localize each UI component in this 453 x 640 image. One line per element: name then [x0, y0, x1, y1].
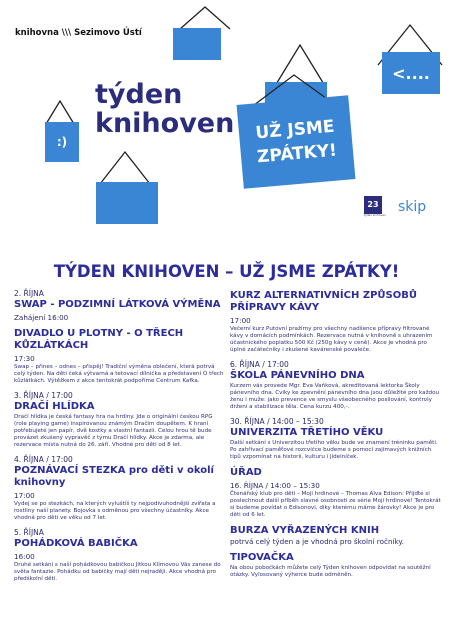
tk23-logo: 23 — [364, 196, 382, 214]
event-title: SWAP - PODZIMNÍ LÁTKOVÁ VÝMĚNA — [14, 299, 221, 310]
event-desc: Kurzem vás provede Mgr. Eva Vaňková, akreditovaná lektorka Školy pánevního dna. Cviky ke zpevnění pánevního dna jsou důležité pro každou ženu i muže: jako prevence ve smyslu všeobecného posilování, kontroly držení a stabilizace těla. Cena kurzu 400,-. — [230, 383, 440, 410]
sign-bottom — [96, 182, 158, 224]
event-draci-hlidka — [14, 391, 224, 449]
event-urad — [230, 467, 442, 519]
event-date: 6. ŘÍJNA / 17:00 — [230, 360, 289, 369]
page-title: TÝDEN KNIHOVEN – UŽ JSME ZPÁTKY! — [53, 262, 400, 281]
event-kava — [230, 290, 442, 354]
event-desc: Swap – přines – odnes – přispěj! Tradiční výměna oblečení, která potrvá celý týden. Na děti čeká výtvarná a tetovací dílnička a představení O třech kůzlátkách. Výtěžkem z akce tentokrát podpoříme Centrum Kafka. — [14, 364, 224, 384]
smile-icon: :) — [56, 135, 68, 149]
event-title: BURZA VYŘAZENÝCH KNIH — [230, 525, 380, 536]
event-swap — [14, 289, 224, 322]
event-date: 4. ŘÍJNA / 17:00 — [14, 455, 73, 464]
event-note: potrvá celý týden a je vhodná pro školní ročníky. — [230, 537, 404, 546]
event-title: KURZ ALTERNATIVNÍCH ZPŮSOBŮ PŘÍPRAVY KÁVY — [230, 290, 417, 313]
event-desc: Vydej se po stezkách, na kterých vyluštíš ty nejpodivuhodnější zvířata a rostliny naší planety. Bojovka s odměnou pro všechny účastníky. Akce vhodná pro děti ve věku od 7 let. — [14, 501, 216, 521]
week-title: týden knihoven — [95, 79, 235, 139]
event-title: UNIVERZITA TŘETÍHO VĚKU — [230, 427, 384, 438]
event-date: 3. ŘÍJNA / 17:00 — [14, 391, 73, 400]
right-column — [230, 289, 442, 585]
event-title: DRAČÍ HLÍDKA — [14, 401, 95, 412]
sign-main — [237, 95, 356, 188]
skip-logo: skip — [398, 199, 427, 215]
event-divadlo — [14, 328, 224, 385]
event-panevni-dno — [230, 360, 442, 411]
event-date: 5. ŘÍJNA — [14, 528, 44, 537]
sign-main-line2: ZPÁTKY! — [256, 140, 338, 168]
event-time: 16. ŘÍJNA / 14:00 – 15:30 — [230, 481, 320, 490]
event-burza — [230, 525, 442, 546]
event-title: DIVADLO U PLOTNY - O TŘECH KŮZLÁTKÁCH — [14, 328, 184, 351]
event-title: ŠKOLA PÁNEVNÍHO DNA — [230, 370, 365, 381]
event-tipovacka — [230, 552, 442, 579]
event-title: POZNÁVACÍ STEZKA pro děti v okolí knihovny — [14, 465, 214, 488]
library-logo: knihovna \\\ Sezimovo Ústí — [15, 28, 142, 38]
event-time: 17:00 — [230, 316, 251, 325]
sign-top — [173, 28, 221, 60]
arrow-icon: <.... — [392, 63, 430, 83]
tk23-caption: týden knihoven — [364, 213, 386, 217]
event-title: POHÁDKOVÁ BABIČKA — [14, 538, 138, 549]
event-time: 17:30 — [14, 354, 35, 363]
event-title: TIPOVAČKA — [230, 552, 294, 563]
event-desc: Další setkání s Univerzitou třetího věku bude ve znamení tréninku paměti. Po zahřívací paměťové rozcvičce budeme s pomocí zajímavých knižních tipů vzpomínat na historii, kulturu i jídelníček. — [230, 440, 438, 460]
sign-arrow — [382, 52, 440, 94]
event-stezka — [14, 455, 224, 522]
event-date: 30. ŘÍJNA / 14:00 – 15:30 — [230, 417, 324, 426]
event-desc: Čtenářský klub pro děti – Moji hrdinové – Thomas Alva Edison: Přijďte si poslechnout další příběh slavné osobnosti ze série Moji hrdinové! Tentokrát si budeme povídat o Edisonovi, díky kterému máme žárovky! Akce je pro děti od 6 let. — [230, 491, 441, 518]
event-title: ÚŘAD — [230, 467, 262, 478]
event-univerzita — [230, 417, 442, 461]
event-date: 2. ŘÍJNA — [14, 289, 44, 298]
event-desc: Dračí hlídka je česká fantasy hra na hrdiny. Jde o originální českou RPG (role playing game) inspirovanou známým Dračím doupětem. K hraní potřebujeté jen papír, dvě kostky a vlastní fantazii. Celou hrou tě bude provázet zkušený vypravěč z týmu Dračí hlídky. Akce je zdarma, ale rezervace místa nutná do 26. září. Vhodné pro děti od 8 let. — [14, 414, 213, 448]
event-time: 17:00 — [14, 491, 35, 500]
sign-smile — [45, 122, 79, 162]
event-desc: Večerní kurz Putovní pražírny pro všechny nadšence přípravy filtrované kávy v domácích podmínkách. Rezervace nutná v knihovně s uhrazením účastnického poplatku 500 Kč (250g kávy v ceně). Akce je vhodná pro úplné začátečníky i zkušené kavárenské povaleče. — [230, 326, 433, 353]
sign-main-line1: UŽ JSME — [254, 116, 336, 144]
event-desc: Na obou pobočkách můžete celý Týden knihoven odpovídat na soutěžní otázky. Vylosovaný výherce bude odměněn. — [230, 565, 431, 578]
event-time: Zahájení 16:00 — [14, 313, 69, 322]
left-column — [14, 289, 224, 589]
event-desc: Druhé setkání s naší pohádkovou babičkou Jitkou Klímovou Vás zanese do světa fantazie. Pohádku od babičky mají děti nejraději. Akce vhodná pro předškolní děti. — [14, 562, 221, 582]
event-time: 16:00 — [14, 552, 35, 561]
event-babicka — [14, 528, 224, 583]
